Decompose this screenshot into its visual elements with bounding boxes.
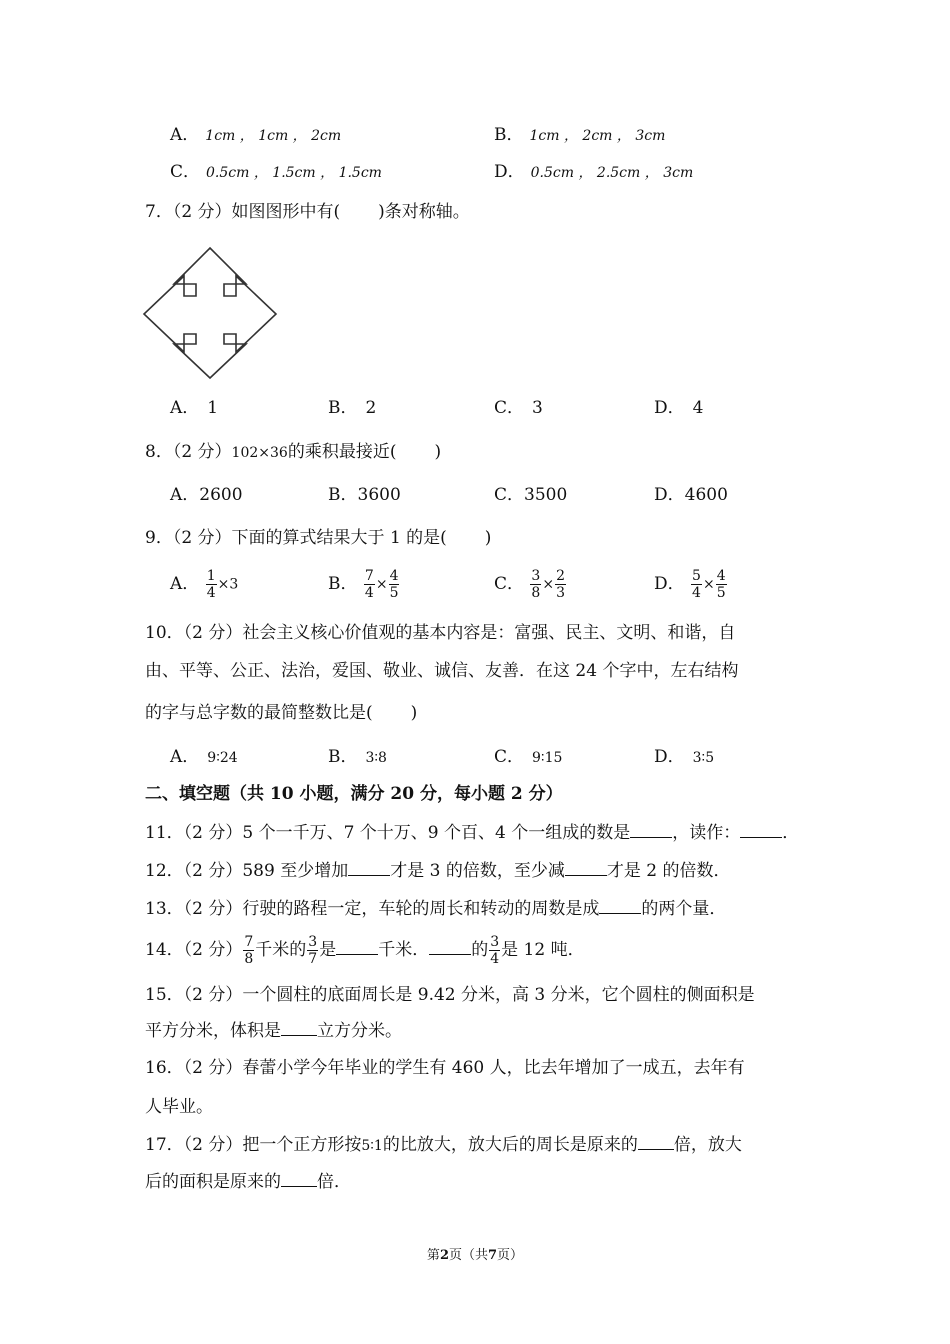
option-letter: A．: [170, 574, 200, 594]
section-heading: 二、填空题（共 10 小题，满分 20 分，每小题 2 分）: [145, 784, 563, 804]
denominator: 4: [692, 585, 701, 601]
fraction: [307, 934, 318, 967]
stem-text: 17．（2 分）把一个正方形按: [145, 1135, 362, 1155]
stem-text: 的两个量．: [641, 899, 727, 919]
answer-blank[interactable]: [336, 936, 378, 955]
denominator: 5: [389, 585, 399, 601]
denominator: 8: [244, 951, 254, 967]
answer-blank[interactable]: [281, 1017, 317, 1036]
stem-text: 是: [319, 940, 337, 960]
q16-stem-line1: 16．（2 分）春蕾小学今年毕业的学生有 460 人，比去年增加了一成五，去年有: [145, 1058, 745, 1078]
option-value: 2600: [199, 485, 243, 505]
math-expression: 102×36: [231, 445, 288, 461]
option-value: 4: [692, 398, 704, 418]
q6-option-d[interactable]: [494, 160, 693, 185]
stem-text: 倍，放大: [673, 1135, 742, 1155]
stem-text: 13．（2 分）行驶的路程一定，车轮的周长和转动的周数是成: [145, 899, 600, 919]
q15-stem-line2: [145, 1017, 402, 1043]
page-total: 7: [488, 1248, 498, 1263]
q11-stem: [145, 819, 799, 845]
option-letter: B．: [328, 398, 358, 418]
option-letter: B．: [494, 125, 524, 145]
q12-stem: [145, 857, 730, 883]
stem-text: ): [410, 703, 418, 723]
option-letter: B．: [328, 574, 358, 594]
q8-option-a[interactable]: [170, 483, 243, 507]
numerator: 4: [389, 568, 399, 584]
option-letter: A．: [170, 125, 200, 145]
q15-stem-line1: 15．（2 分）一个圆柱的底面周长是 9.42 分米，高 3 分米，它个圆柱的侧面积是: [145, 985, 755, 1005]
option-value: 2: [365, 398, 377, 418]
option-letter: B．: [328, 485, 358, 505]
option-letter: D．: [654, 398, 685, 418]
q10-option-d[interactable]: [654, 745, 714, 770]
option-text: 1cm ， 2cm ， 3cm: [529, 128, 666, 144]
stem-text: 8．（2 分）: [145, 442, 232, 462]
stem-text: 14．（2 分）: [145, 940, 243, 960]
option-value: 3∶5: [692, 750, 715, 766]
q8-option-d[interactable]: [654, 483, 728, 507]
denominator: 4: [490, 951, 500, 967]
q9-option-b[interactable]: [328, 568, 400, 601]
q8-stem: [145, 440, 441, 465]
stem-text: 立方分米。: [317, 1021, 402, 1041]
option-value: 3500: [524, 485, 568, 505]
option-text: 1cm ， 1cm ， 2cm: [205, 128, 342, 144]
denominator: 3: [556, 585, 565, 601]
option-value: 9∶24: [207, 750, 238, 766]
option-letter: A．: [170, 485, 200, 505]
q9-option-c[interactable]: [494, 568, 567, 601]
q10-option-a[interactable]: [170, 745, 238, 770]
option-letter: D．: [654, 747, 685, 767]
fraction: [389, 568, 400, 601]
stem-text: 才是 3 的倍数，至少减: [390, 861, 565, 881]
option-letter: C．: [494, 485, 525, 505]
denominator: 4: [364, 585, 374, 601]
stem-text: 7．（2 分）如图图形中有(: [145, 202, 341, 222]
q9-option-d[interactable]: [654, 568, 728, 601]
stem-text: 的字与总字数的最简整数比是(: [145, 703, 373, 723]
q9-stem: [145, 526, 491, 550]
stem-text: 后的面积是原来的: [145, 1172, 281, 1192]
option-value: 1: [207, 398, 219, 418]
operand: 3: [229, 576, 239, 593]
stem-text: )条对称轴。: [378, 202, 470, 222]
q7-option-a[interactable]: [170, 396, 218, 420]
stem-text: 倍．: [317, 1172, 351, 1192]
stem-text: ，读作：: [672, 823, 741, 843]
q6-option-c[interactable]: [170, 160, 382, 185]
q8-option-c[interactable]: [494, 483, 567, 507]
numerator: 3: [490, 934, 500, 950]
option-letter: A．: [170, 398, 200, 418]
option-letter: D．: [654, 485, 685, 505]
arrow-cross-figure: [140, 244, 285, 380]
option-letter: A．: [170, 747, 200, 767]
option-letter: D．: [654, 574, 685, 594]
option-text: 0.5cm ， 1.5cm ， 1.5cm: [206, 165, 382, 181]
option-letter: D．: [494, 162, 525, 182]
q14-stem: [145, 934, 585, 967]
answer-blank[interactable]: [281, 1168, 317, 1187]
q10-stem-line1: 10．（2 分）社会主义核心价值观的基本内容是：富强、民主、文明、和谐，自: [145, 623, 736, 643]
page-footer: [0, 1244, 950, 1263]
q13-stem: [145, 895, 726, 921]
fraction: [364, 568, 375, 601]
option-letter: C．: [494, 398, 525, 418]
stem-text: 千米．: [378, 940, 430, 960]
numerator: 7: [364, 568, 374, 584]
fraction: [206, 568, 217, 601]
option-value: 3∶8: [365, 750, 387, 766]
stem-text: ): [484, 528, 492, 548]
q10-option-c[interactable]: [494, 745, 562, 770]
numerator: 2: [556, 568, 565, 584]
stem-text: 9．（2 分）下面的算式结果大于 1 的是(: [145, 528, 447, 548]
q10-option-b[interactable]: [328, 745, 387, 770]
answer-blank[interactable]: [599, 895, 641, 914]
stem-text: 的比放大，放大后的周长是原来的: [382, 1135, 638, 1155]
footer-text: 第: [426, 1248, 440, 1263]
q6-option-b[interactable]: [494, 123, 665, 148]
stem-text: 千米的: [255, 940, 307, 960]
answer-blank[interactable]: [638, 1131, 674, 1150]
numerator: 1: [206, 568, 216, 584]
q16-stem-line2: 人毕业。: [145, 1097, 213, 1117]
numerator: 4: [716, 568, 726, 584]
times-sign: ×: [375, 576, 388, 593]
answer-blank[interactable]: [348, 857, 390, 876]
fraction: [243, 934, 254, 967]
times-sign: ×: [702, 576, 715, 593]
fraction: [691, 568, 702, 601]
answer-blank[interactable]: [429, 936, 471, 955]
stem-text: 的乘积最接近(: [287, 442, 397, 462]
q7-stem: [145, 200, 470, 224]
stem-text: ): [434, 442, 442, 462]
q9-option-a[interactable]: [170, 568, 238, 601]
stem-text: 12．（2 分）589 至少增加: [145, 861, 349, 881]
times-sign: ×: [217, 576, 230, 593]
footer-text: 页）: [497, 1248, 524, 1263]
stem-text: ．: [782, 823, 800, 843]
ratio-value: 5∶1: [361, 1138, 383, 1154]
fraction: [489, 934, 500, 967]
option-value: 3600: [357, 485, 401, 505]
fraction: [555, 568, 566, 601]
numerator: 3: [531, 568, 541, 584]
denominator: 5: [716, 585, 726, 601]
fraction: [716, 568, 727, 601]
option-value: 9∶15: [532, 750, 563, 766]
option-letter: B．: [328, 747, 358, 767]
q17-stem-line2: [145, 1168, 351, 1194]
numerator: 3: [308, 934, 318, 950]
stem-text: 是 12 吨．: [501, 940, 585, 960]
q7-option-d[interactable]: [654, 396, 703, 420]
fraction: [530, 568, 541, 601]
stem-text: 平方分米，体积是: [145, 1021, 281, 1041]
q8-option-b[interactable]: [328, 483, 401, 507]
option-text: 0.5cm ， 2.5cm ， 3cm: [530, 165, 694, 181]
q6-option-a[interactable]: [170, 123, 341, 148]
denominator: 8: [531, 585, 541, 601]
q7-option-c[interactable]: [494, 396, 543, 420]
q7-option-b[interactable]: [328, 396, 376, 420]
option-value: 4600: [684, 485, 728, 505]
q10-stem-line3: [145, 701, 417, 725]
q10-stem-line2: 由、平等、公正、法治，爱国、敬业、诚信、友善．在这 24 个字中，左右结构: [145, 661, 739, 681]
page-number: 2: [439, 1248, 449, 1263]
footer-text: 页（共: [448, 1248, 488, 1263]
denominator: 4: [206, 585, 216, 601]
stem-text: 11．（2 分）5 个一千万、7 个十万、9 个百、4 个一组成的数是: [145, 823, 631, 843]
option-value: 3: [532, 398, 543, 418]
denominator: 7: [308, 951, 318, 967]
option-letter: C．: [494, 574, 525, 594]
numerator: 5: [692, 568, 701, 584]
stem-text: 的: [471, 940, 489, 960]
answer-blank[interactable]: [740, 819, 782, 838]
times-sign: ×: [542, 576, 555, 593]
answer-blank[interactable]: [565, 857, 607, 876]
option-letter: C．: [170, 162, 201, 182]
numerator: 7: [244, 934, 254, 950]
option-letter: C．: [494, 747, 525, 767]
answer-blank[interactable]: [630, 819, 672, 838]
q17-stem-line1: [145, 1131, 742, 1158]
stem-text: 才是 2 的倍数．: [606, 861, 731, 881]
